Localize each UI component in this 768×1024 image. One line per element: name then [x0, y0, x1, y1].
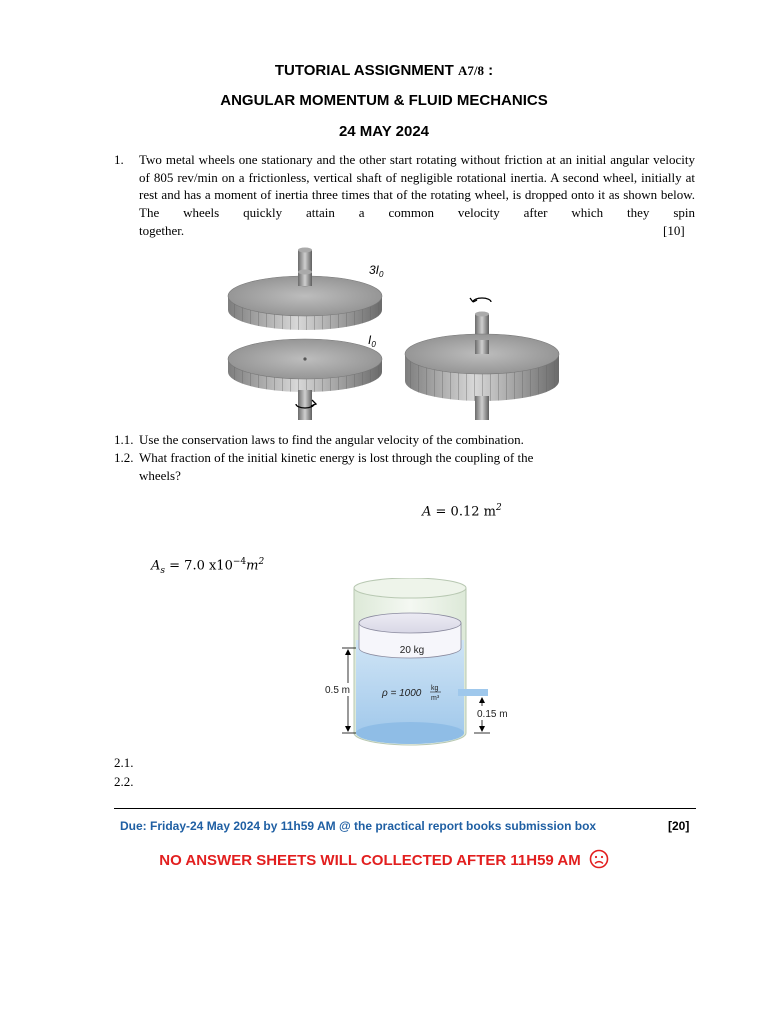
tank-figure [316, 578, 516, 753]
lower-wheel-label: $I_0$ [368, 333, 376, 349]
wheels-figure [226, 244, 566, 424]
question-1-text: Two metal wheels one stationary and the other start rotating without friction at an initial angular velocity of 805 rev/min on a frictionless, vertical shaft of negligible rotational inertia. A second wheel, initially at rest and has a moment of inertia three times that of the rotating wheel, is dropped onto it as shown below. The wheels quickly attain a common velocity after which they spin [139, 152, 695, 220]
subquestion-1-1-text: Use the conservation laws to find the angular velocity of the combination. [139, 432, 524, 447]
sad-face-icon [589, 849, 609, 869]
question-1-last-line: together. [139, 223, 185, 238]
question-1-number: 1. [114, 152, 124, 167]
question-1-marks: [10] [663, 223, 685, 238]
lower-wheel [228, 339, 382, 420]
subquestion-1-2-continuation: wheels? [139, 468, 181, 483]
warning-line [0, 849, 768, 870]
due-date-text: Due: Friday-24 May 2024 by 11h59 AM @ the practical report books submission box [120, 819, 597, 833]
subquestion-1-1-number: 1.1. [114, 432, 134, 447]
assignment-date: 24 MAY 2024 [338, 123, 430, 140]
outlet-height-label: 0.15 m [477, 709, 508, 720]
subquestion-1-2-number: 1.2. [114, 450, 134, 465]
assignment-subtitle: ANGULAR MOMENTUM & FLUID MECHANICS [220, 92, 548, 109]
hole-area-equation: $A_s = 7.0$ $x10^{-4}m^2$ [151, 557, 265, 576]
assignment-title: TUTORIAL ASSIGNMENT A7/8 : [274, 62, 494, 79]
subquestion-2-2-number: 2.2. [114, 774, 134, 789]
density-label: ρ = 1000 [382, 688, 422, 699]
density-unit-denominator: m³ [431, 695, 440, 702]
mass-label: 20 kg [399, 645, 425, 656]
upper-wheel-label: $3I_0$ [369, 263, 384, 279]
area-equation: A = 0.12 $m^2$ [422, 503, 502, 520]
upper-wheel [228, 248, 382, 331]
subquestion-1-2-text: What fraction of the initial kinetic energy is lost through the coupling of the [139, 450, 534, 465]
outlet-pipe [458, 689, 488, 696]
combined-wheels [405, 298, 559, 420]
warning-text: NO ANSWER SHEETS WILL COLLECTED AFTER 11H59 AM [159, 852, 581, 869]
height-label: 0.5 m [325, 685, 351, 696]
subquestion-2-1-number: 2.1. [114, 755, 134, 770]
density-unit-numerator: kg [431, 685, 439, 692]
total-marks: [20] [668, 819, 690, 833]
footer-divider [114, 808, 696, 809]
